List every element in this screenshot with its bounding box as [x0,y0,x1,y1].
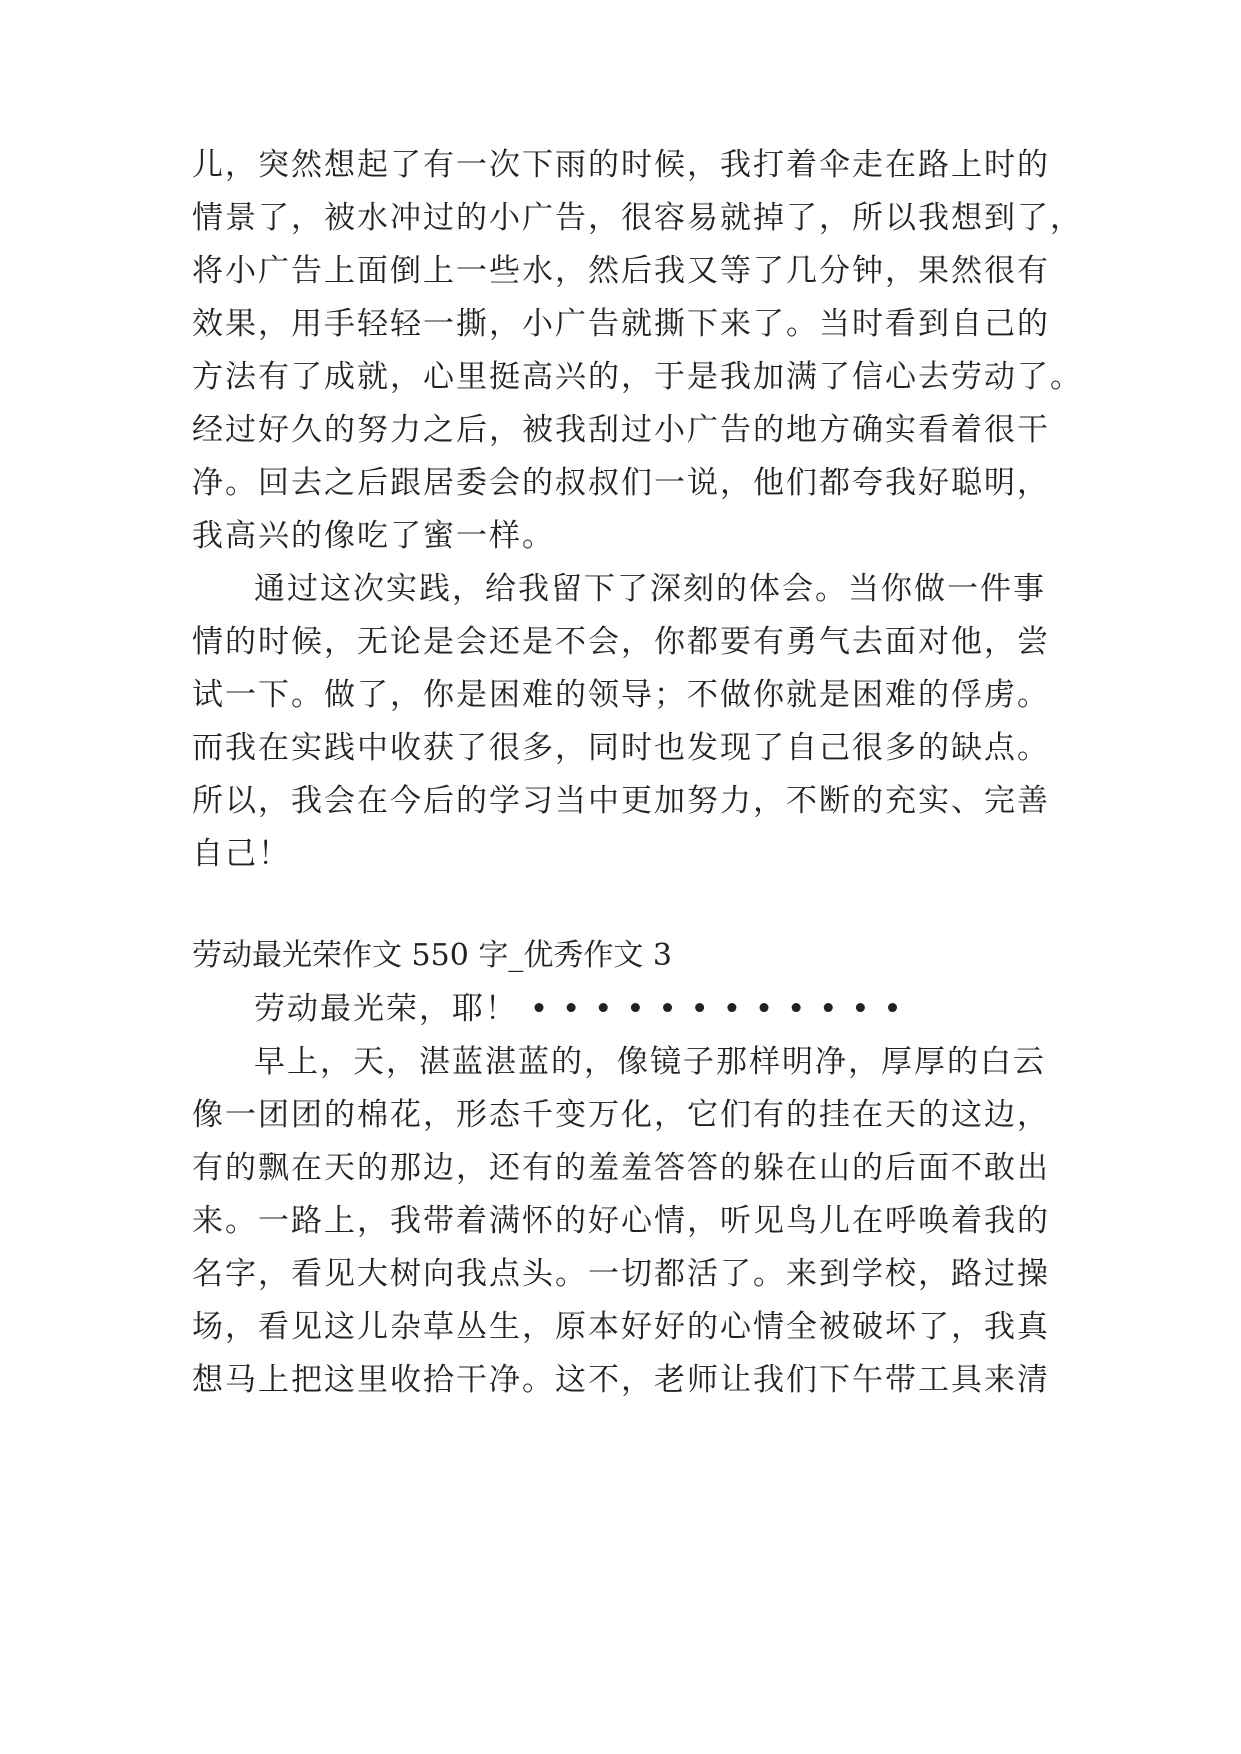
paragraph-3-line: 场，看见这儿杂草丛生，原本好好的心情全被破坏了，我真 [192,1309,1050,1345]
paragraph-1-line: 将小广告上面倒上一些水，然后我又等了几分钟，果然很有 [192,253,1050,289]
paragraph-3-line: 来。一路上，我带着满怀的好心情，听见鸟儿在呼唤着我的 [192,1203,1050,1239]
paragraph-2-line: 所以，我会在今后的学习当中更加努力，不断的充实、完善 [192,783,1050,819]
document-body [192,0,1083,1754]
paragraph-1-line: 儿，突然想起了有一次下雨的时候，我打着伞走在路上时的 [192,147,1050,183]
paragraph-1-line: 方法有了成就，心里挺高兴的，于是我加满了信心去劳动了。 [192,359,1083,395]
paragraph-1-line: 情景了，被水冲过的小广告，很容易就掉了，所以我想到了， [192,200,1083,236]
paragraph-2-line: 试一下。做了，你是困难的领导；不做你就是困难的俘虏。 [192,677,1050,713]
paragraph-1-line: 我高兴的像吃了蜜一样。 [192,518,555,554]
paragraph-2-line: 情的时候，无论是会还是不会，你都要有勇气去面对他，尝 [192,624,1050,660]
paragraph-1-line: 净。回去之后跟居委会的叔叔们一说，他们都夸我好聪明， [192,465,1050,501]
section-title: 劳动最光荣作文 550 字_优秀作文 3 [192,938,672,973]
paragraph-2-line: 而我在实践中收获了很多，同时也发现了自己很多的缺点。 [192,730,1050,766]
paragraph-3-line: 像一团团的棉花，形态千变万化，它们有的挂在天的这边， [192,1097,1050,1133]
paragraph-3-line: 想马上把这里收拾干净。这不，老师让我们下午带工具来清 [192,1362,1050,1398]
paragraph-3-line: 早上，天，湛蓝湛蓝的，像镜子那样明净，厚厚的白云 [254,1044,1046,1080]
paragraph-3-line: 有的飘在天的那边，还有的羞羞答答的躲在山的后面不敢出 [192,1150,1050,1186]
paragraph-3-line: 名字，看见大树向我点头。一切都活了。来到学校，路过操 [192,1256,1050,1292]
paragraph-1-line: 效果，用手轻轻一撕，小广告就撕下来了。当时看到自己的 [192,306,1050,342]
paragraph-2-line: 自己！ [192,836,291,872]
paragraph-2-line: 通过这次实践，给我留下了深刻的体会。当你做一件事 [254,571,1046,607]
paragraph-1-line: 经过好久的努力之后，被我刮过小广告的地方确实看着很干 [192,412,1050,448]
section-subtitle: 劳动最光荣，耶！ • • • • • • • • • • • • [254,991,904,1027]
